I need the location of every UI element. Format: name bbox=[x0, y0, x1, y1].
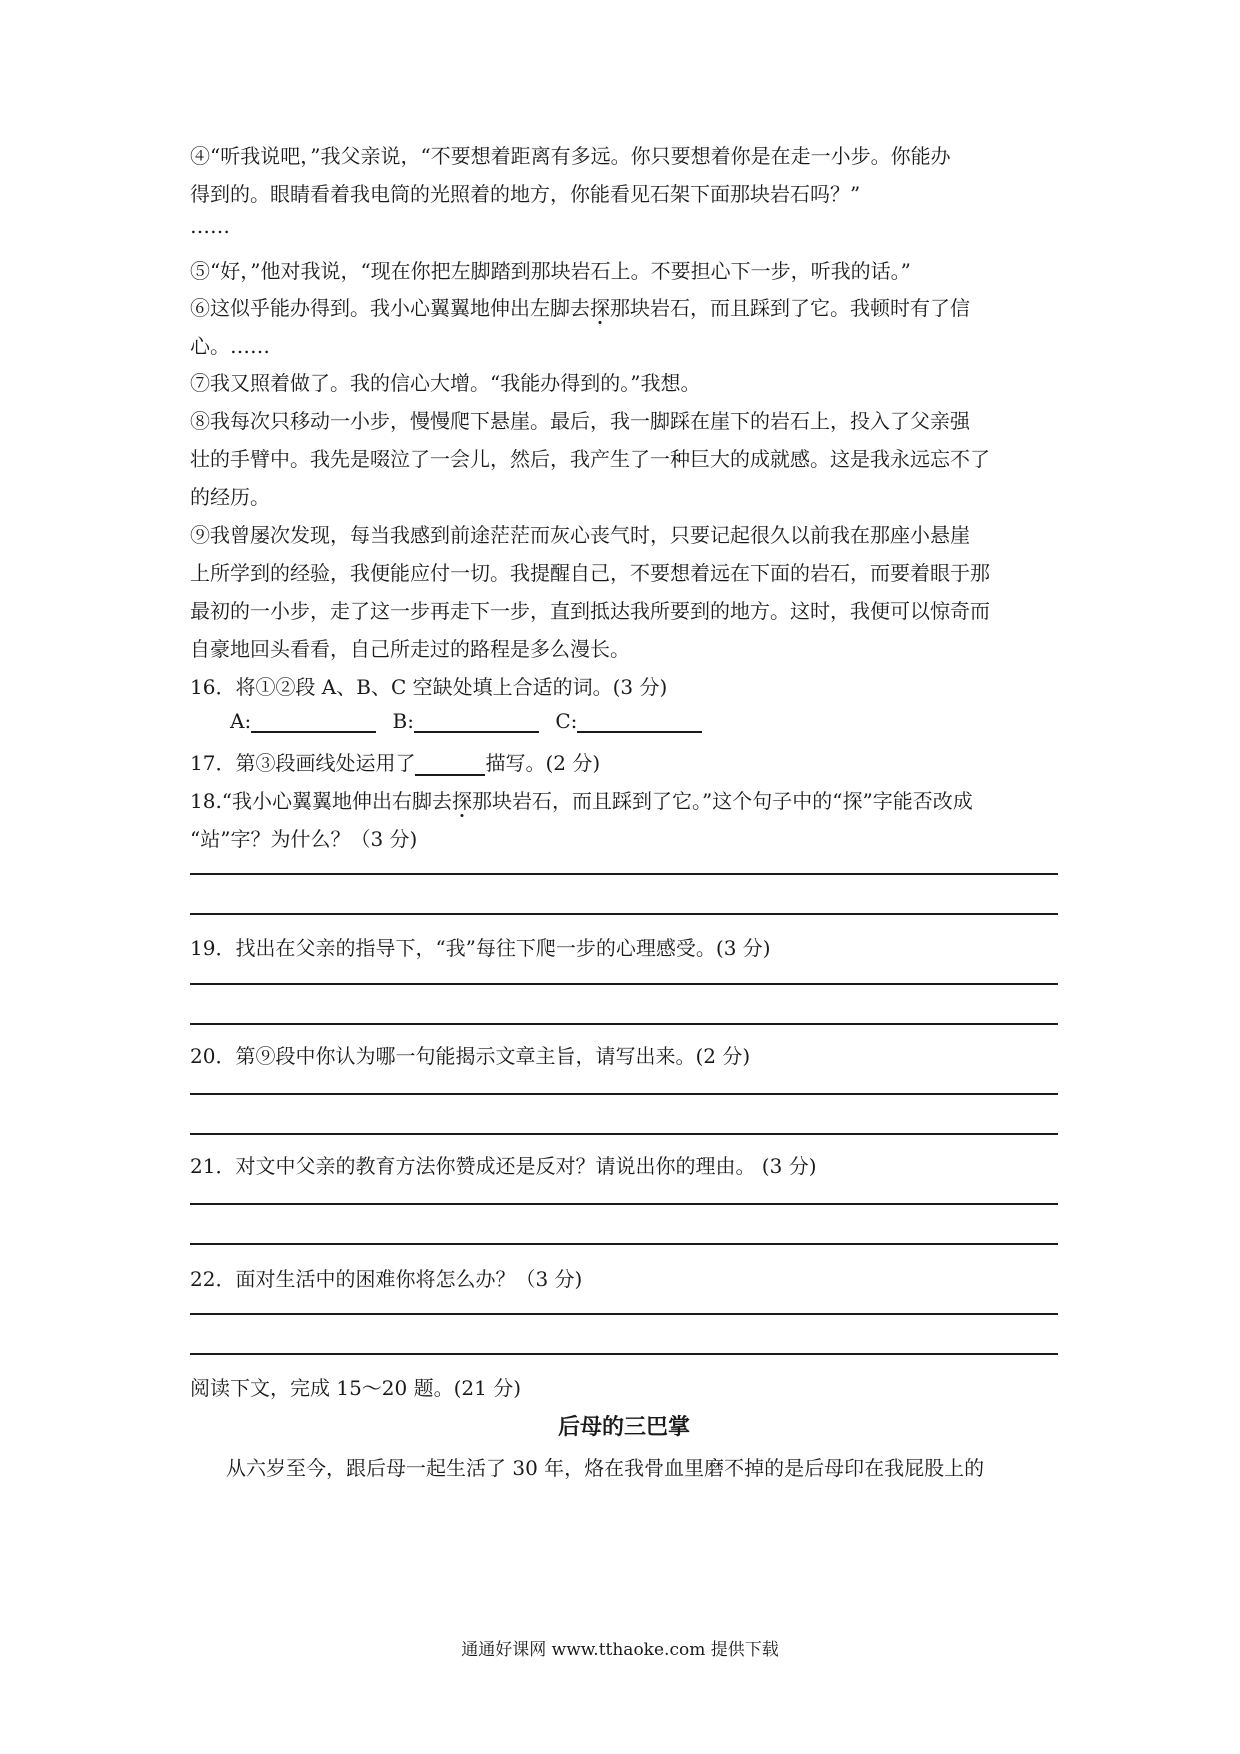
paragraph-8-line-3: 的经历。 bbox=[190, 485, 270, 509]
answer-line[interactable] bbox=[190, 913, 1058, 915]
paragraph-4-line-2: 得到的。眼睛看着我电筒的光照着的地方，你能看见石架下面那块岩石吗？” bbox=[190, 182, 861, 206]
question-18-text-b: 那块岩石，而且踩到了它。”这个句子中的“探”字能否改成 bbox=[472, 789, 973, 813]
question-17-text-b: 描写。(2 分) bbox=[485, 751, 601, 775]
question-21: 21．对文中父亲的教育方法你赞成还是反对？请说出你的理由。 (3 分) bbox=[190, 1154, 817, 1178]
answer-line[interactable] bbox=[190, 983, 1058, 985]
paragraph-4-line-1: ④“听我说吧，”我父亲说，“不要想着距离有多远。你只要想着你是在走一小步。你能办 bbox=[190, 144, 951, 168]
paragraph-6-line-1 bbox=[190, 292, 970, 321]
answer-line[interactable] bbox=[190, 1313, 1058, 1315]
paragraph-9-line-2: 上所学到的经验，我便能应付一切。我提醒自己，不要想着远在下面的岩石，而要着眼于那 bbox=[190, 561, 990, 585]
answer-line[interactable] bbox=[190, 1023, 1058, 1025]
paragraph-8-line-2: 壮的手臂中。我先是啜泣了一会儿，然后，我产生了一种巨大的成就感。这是我永远忘不了 bbox=[190, 447, 990, 471]
question-22: 22．面对生活中的困难你将怎么办？（3 分) bbox=[190, 1267, 583, 1291]
question-18-line-1 bbox=[190, 785, 973, 814]
question-18-line-2: “站”字？为什么？（3 分) bbox=[190, 827, 418, 851]
emphasis-dot-char: 探 bbox=[590, 296, 610, 320]
answer-blank-c[interactable] bbox=[577, 709, 702, 733]
answer-line[interactable] bbox=[190, 1133, 1058, 1135]
blank-c-label: C: bbox=[555, 709, 578, 733]
answer-line[interactable] bbox=[190, 873, 1058, 875]
answer-line[interactable] bbox=[190, 1203, 1058, 1205]
emphasis-dot-char: 探 bbox=[452, 789, 473, 813]
paragraph-6-text-a: ⑥这似乎能办得到。我小心翼翼地伸出左脚去 bbox=[190, 296, 590, 320]
paragraph-6-text-b: 那块岩石，而且踩到了它。我顿时有了信 bbox=[610, 296, 970, 320]
question-16-blanks bbox=[230, 709, 702, 733]
paragraph-8-line-1: ⑧我每次只移动一小步，慢慢爬下悬崖。最后，我一脚踩在崖下的岩石上，投入了父亲强 bbox=[190, 409, 970, 433]
article-title: 后母的三巴掌 bbox=[557, 1414, 690, 1440]
question-17-text-a: 17．第③段画线处运用了 bbox=[190, 751, 416, 775]
answer-line[interactable] bbox=[190, 1353, 1058, 1355]
paragraph-9-line-1: ⑨我曾屡次发现，每当我感到前途茫茫而灰心丧气时，只要记起很久以前我在那座小悬崖 bbox=[190, 523, 970, 547]
answer-line[interactable] bbox=[190, 1093, 1058, 1095]
answer-blank-17[interactable] bbox=[415, 752, 485, 776]
answer-line[interactable] bbox=[190, 1243, 1058, 1245]
ellipsis: …… bbox=[190, 214, 230, 238]
question-18-text-a: 18.“我小心翼翼地伸出右脚去 bbox=[190, 789, 453, 813]
question-16: 16．将①②段 A、B、C 空缺处填上合适的词。(3 分) bbox=[190, 675, 668, 699]
question-20: 20．第⑨段中你认为哪一句能揭示文章主旨，请写出来。(2 分) bbox=[190, 1044, 751, 1068]
page-footer: 通通好课网 www.tthaoke.com 提供下载 bbox=[461, 1640, 779, 1660]
question-17 bbox=[190, 747, 600, 776]
answer-blank-a[interactable] bbox=[251, 709, 376, 733]
paragraph-5: ⑤“好，”他对我说，“现在你把左脚踏到那块岩石上。不要担心下一步，听我的话。” bbox=[190, 259, 911, 283]
paragraph-7: ⑦我又照着做了。我的信心大增。“我能办得到的。”我想。 bbox=[190, 371, 701, 395]
blank-a-label: A: bbox=[230, 709, 252, 733]
paragraph-9-line-3: 最初的一小步，走了这一步再走下一步，直到抵达我所要到的地方。这时，我便可以惊奇而 bbox=[190, 599, 990, 623]
reading-instruction: 阅读下文，完成 15～20 题。(21 分) bbox=[190, 1376, 522, 1400]
answer-blank-b[interactable] bbox=[414, 709, 539, 733]
paragraph-6-line-2: 心。…… bbox=[190, 334, 270, 358]
blank-b-label: B: bbox=[392, 709, 414, 733]
question-19: 19．找出在父亲的指导下，“我”每往下爬一步的心理感受。(3 分) bbox=[190, 936, 771, 960]
article-first-line: 从六岁至今，跟后母一起生活了 30 年，烙在我骨血里磨不掉的是后母印在我屁股上的 bbox=[226, 1456, 985, 1480]
paragraph-9-line-4: 自豪地回头看看，自己所走过的路程是多么漫长。 bbox=[190, 637, 630, 661]
